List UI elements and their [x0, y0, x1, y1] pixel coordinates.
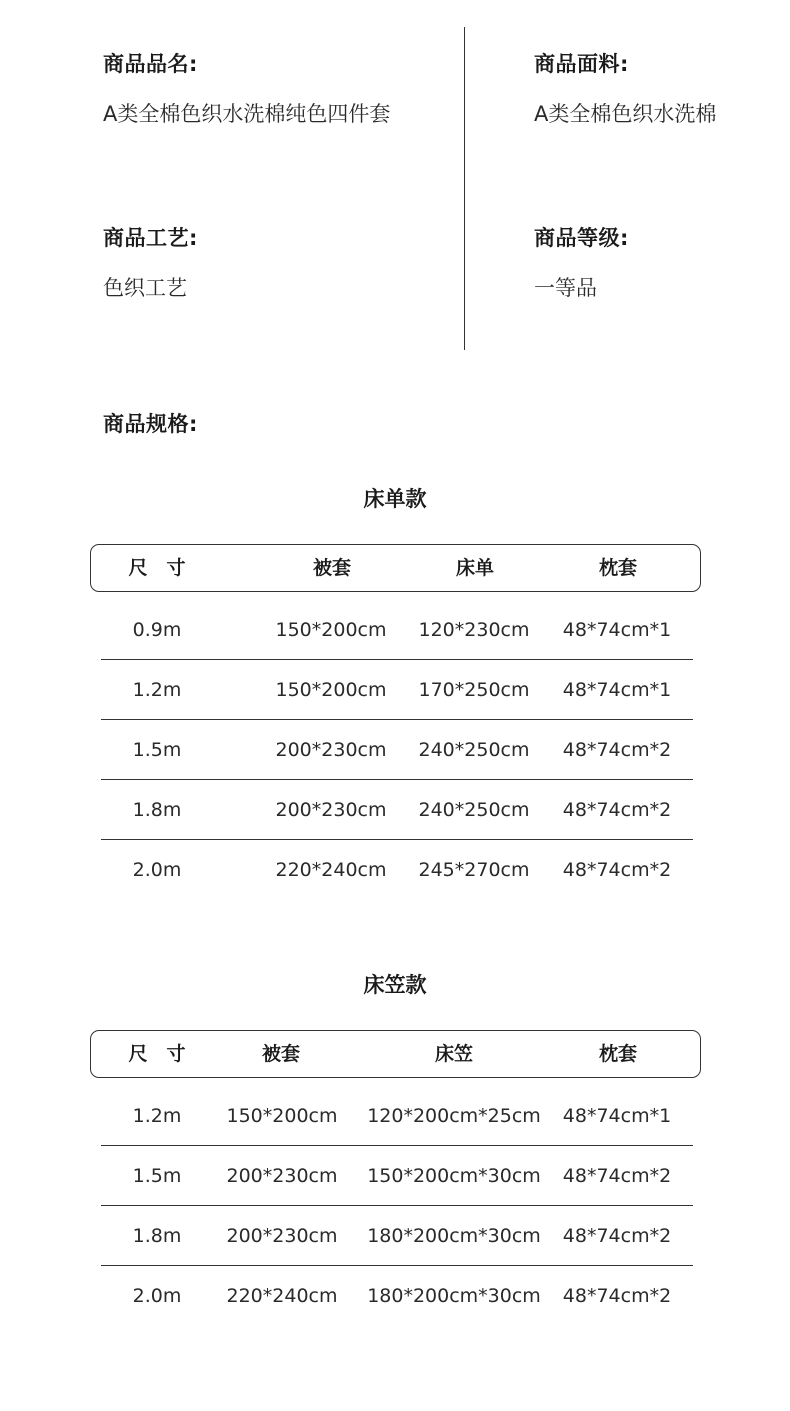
table-row — [101, 1206, 693, 1266]
table2-cell-duvet: 200*230cm — [226, 1225, 338, 1247]
product-craft-value: 色织工艺 — [103, 276, 187, 300]
table2-cell-fitted-sheet: 180*200cm*30cm — [367, 1285, 541, 1307]
table-row — [101, 1146, 693, 1206]
table2-cell-size: 2.0m — [132, 1285, 182, 1307]
product-grade-label: 商品等级: — [534, 226, 629, 250]
table1-header — [90, 544, 701, 592]
product-spec-label: 商品规格: — [103, 412, 198, 436]
table2-cell-pillowcase: 48*74cm*1 — [562, 1105, 672, 1127]
table2-cell-fitted-sheet: 120*200cm*25cm — [367, 1105, 541, 1127]
table1-cell-sheet: 240*250cm — [418, 799, 530, 821]
table2-cell-duvet: 200*230cm — [226, 1165, 338, 1187]
table2-title: 床笠款 — [363, 973, 427, 997]
table1-cell-sheet: 120*230cm — [418, 619, 530, 641]
table1-header-size: 尺 寸 — [128, 557, 186, 579]
table2-cell-size: 1.8m — [132, 1225, 182, 1247]
table1-cell-pillowcase: 48*74cm*2 — [562, 859, 672, 881]
table1-cell-size: 1.5m — [132, 739, 182, 761]
product-name-value: A类全棉色织水洗棉纯色四件套 — [103, 102, 391, 126]
table-row — [101, 720, 693, 780]
table1-title: 床单款 — [363, 487, 427, 511]
table2-header-size: 尺 寸 — [128, 1043, 186, 1065]
table1-cell-size: 1.2m — [132, 679, 182, 701]
table1-cell-size: 2.0m — [132, 859, 182, 881]
table1-cell-pillowcase: 48*74cm*2 — [562, 799, 672, 821]
product-craft-label: 商品工艺: — [103, 226, 198, 250]
table2-cell-size: 1.5m — [132, 1165, 182, 1187]
table1-header-sheet: 床单 — [455, 557, 494, 579]
info-divider — [464, 27, 465, 350]
table1-cell-sheet: 245*270cm — [418, 859, 530, 881]
table1-cell-duvet: 200*230cm — [275, 739, 387, 761]
table1-cell-duvet: 220*240cm — [275, 859, 387, 881]
table2-header — [90, 1030, 701, 1078]
table2-cell-fitted-sheet: 180*200cm*30cm — [367, 1225, 541, 1247]
table-row — [101, 780, 693, 840]
table2-cell-pillowcase: 48*74cm*2 — [562, 1165, 672, 1187]
table1-cell-sheet: 240*250cm — [418, 739, 530, 761]
table1-cell-duvet: 150*200cm — [275, 619, 387, 641]
table-row — [101, 1266, 693, 1326]
table1-header-pillowcase: 枕套 — [598, 557, 637, 579]
table2-cell-size: 1.2m — [132, 1105, 182, 1127]
table-row — [101, 660, 693, 720]
product-fabric-value: A类全棉色织水洗棉 — [534, 102, 717, 126]
table1-cell-sheet: 170*250cm — [418, 679, 530, 701]
table2-cell-duvet: 150*200cm — [226, 1105, 338, 1127]
table-row — [101, 1086, 693, 1146]
table1-cell-pillowcase: 48*74cm*1 — [562, 679, 672, 701]
table-row — [101, 840, 693, 900]
product-grade-value: 一等品 — [534, 276, 597, 300]
table1-cell-duvet: 200*230cm — [275, 799, 387, 821]
table2-cell-pillowcase: 48*74cm*2 — [562, 1225, 672, 1247]
table1-cell-pillowcase: 48*74cm*2 — [562, 739, 672, 761]
table1-cell-size: 1.8m — [132, 799, 182, 821]
table2-header-fitted-sheet: 床笠 — [434, 1043, 473, 1065]
table1-cell-pillowcase: 48*74cm*1 — [562, 619, 672, 641]
table2-cell-pillowcase: 48*74cm*2 — [562, 1285, 672, 1307]
product-name-label: 商品品名: — [103, 52, 198, 76]
table1-cell-size: 0.9m — [132, 619, 182, 641]
table2-header-pillowcase: 枕套 — [598, 1043, 637, 1065]
table1-cell-duvet: 150*200cm — [275, 679, 387, 701]
table1-header-duvet: 被套 — [312, 557, 351, 579]
table2-header-duvet: 被套 — [261, 1043, 300, 1065]
product-fabric-label: 商品面料: — [534, 52, 629, 76]
table2-cell-fitted-sheet: 150*200cm*30cm — [367, 1165, 541, 1187]
table2-cell-duvet: 220*240cm — [226, 1285, 338, 1307]
table-row — [101, 600, 693, 660]
